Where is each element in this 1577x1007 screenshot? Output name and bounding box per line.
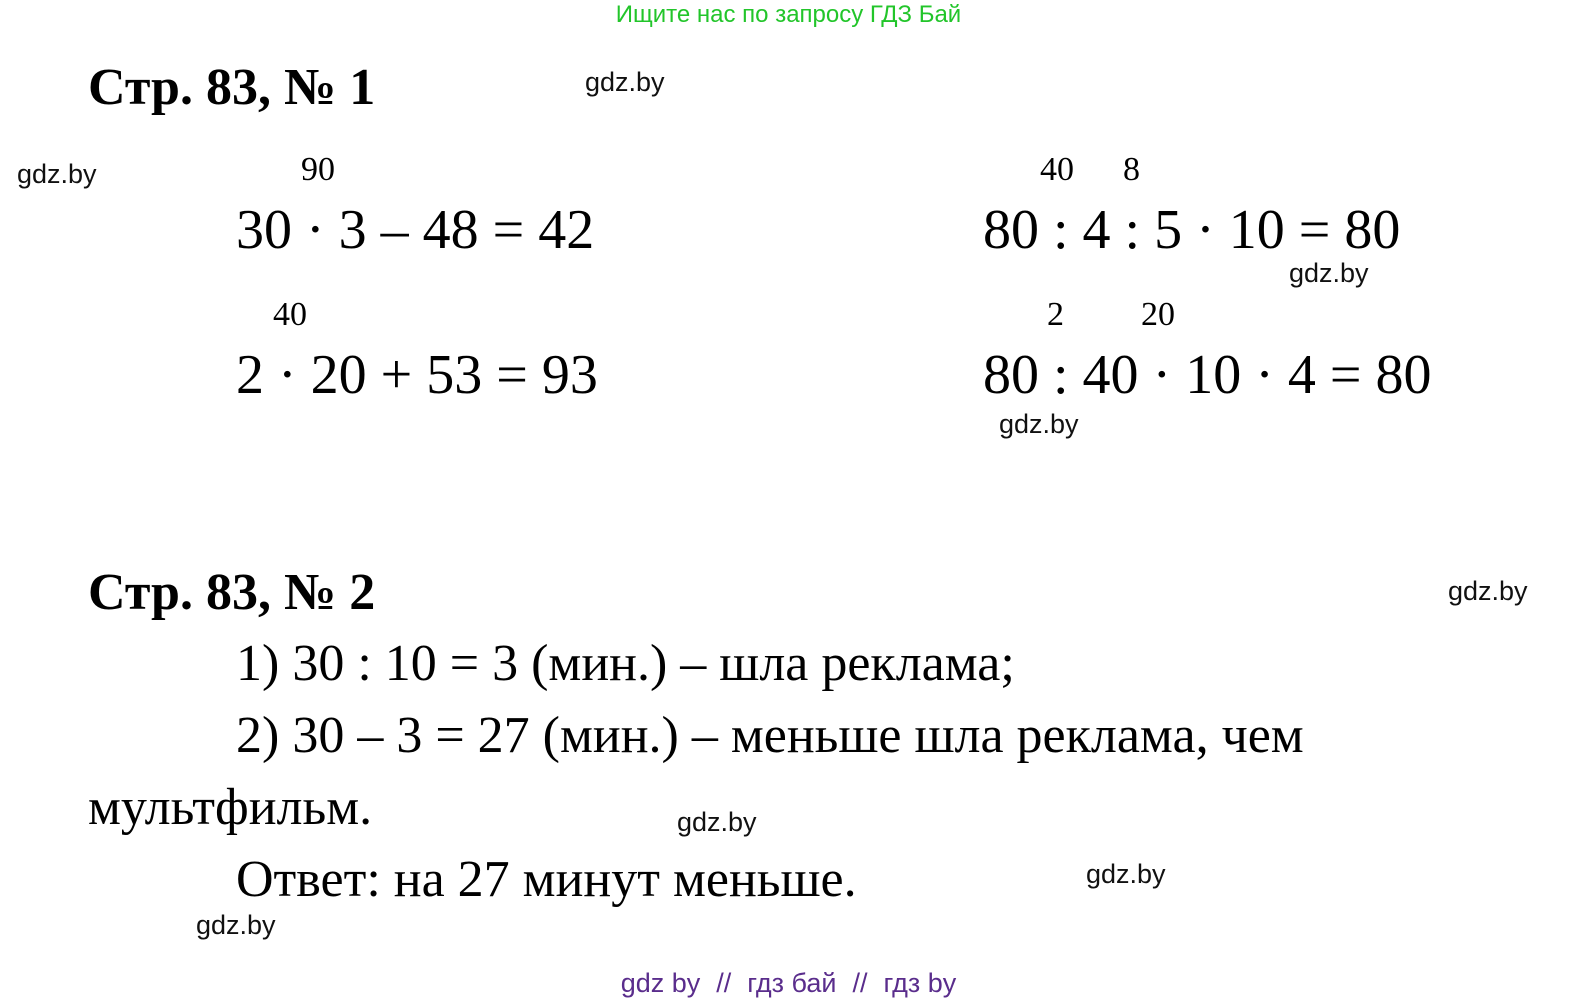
task1-right-1-superscript-b: 8 [1123, 151, 1140, 188]
footer-links [0, 966, 1577, 1000]
footer-separator: // [716, 968, 732, 998]
watermark: gdz.by [1289, 258, 1369, 288]
task1-left-2-expression: 2 · 20 + 53 = 93 [236, 344, 598, 406]
task2-answer: Ответ: на 27 минут меньше. [236, 851, 857, 908]
footer-link-gdz-bai[interactable]: гдз бай [747, 968, 837, 998]
watermark: gdz.by [1086, 859, 1166, 889]
watermark: gdz.by [17, 159, 97, 189]
task1-right-2-superscript-a: 2 [1047, 296, 1064, 333]
task1-right-1-superscript-a: 40 [1040, 151, 1074, 188]
task1-right-2-superscript-b: 20 [1141, 296, 1175, 333]
footer-separator: // [852, 968, 868, 998]
task1-right-2-expression: 80 : 40 · 10 · 4 = 80 [983, 344, 1432, 406]
watermark: gdz.by [196, 910, 276, 940]
watermark: gdz.by [1448, 576, 1528, 606]
task1-heading: Стр. 83, № 1 [88, 59, 376, 116]
watermark: gdz.by [999, 409, 1079, 439]
watermark: gdz.by [585, 67, 665, 97]
task1-left-2-superscript: 40 [273, 296, 307, 333]
task2-heading: Стр. 83, № 2 [88, 564, 376, 621]
watermark: gdz.by [677, 807, 757, 837]
footer-link-gdz-by[interactable]: gdz by [620, 968, 701, 998]
task1-left-1-superscript: 90 [301, 151, 335, 188]
task2-step-2-continued: мультфильм. [88, 779, 373, 836]
top-banner: Ищите нас по запросу ГДЗ Бай [615, 1, 962, 28]
task2-step-2: 2) 30 – 3 = 27 (мин.) – меньше шла реклама, чем [236, 707, 1304, 764]
footer-link-gdz-by-cyr[interactable]: гдз by [883, 968, 957, 998]
task1-right-1-expression: 80 : 4 : 5 · 10 = 80 [983, 199, 1401, 261]
task1-left-1-expression: 30 · 3 – 48 = 42 [236, 199, 595, 261]
task2-step-1: 1) 30 : 10 = 3 (мин.) – шла реклама; [236, 635, 1015, 692]
